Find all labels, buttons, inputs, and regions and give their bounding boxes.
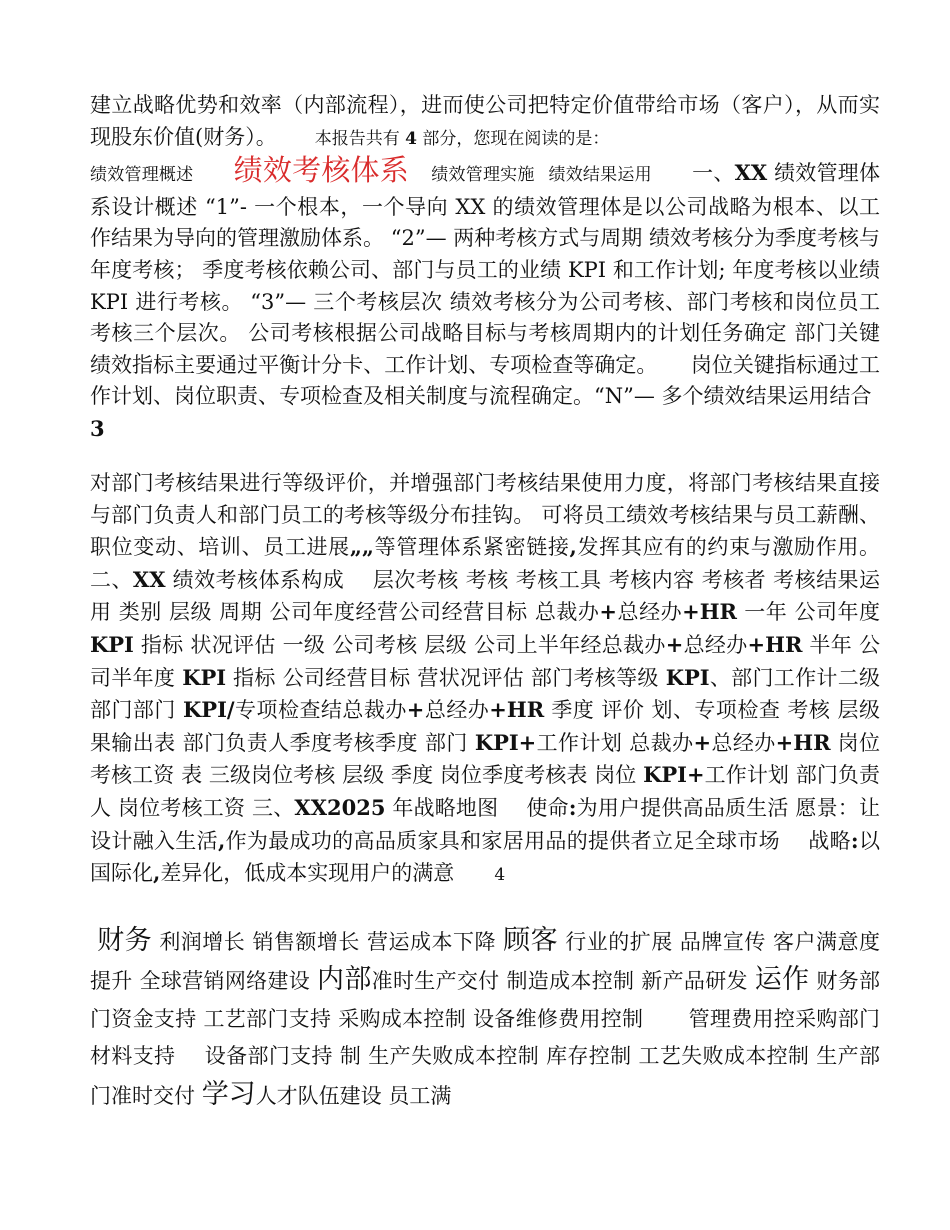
heading-finance: 财务 [97,925,153,956]
paragraph-assessment-system: 对部门考核结果进行等级评价，并增强部门考核结果使用力度，将部门考核结果直接与部门负责人和部门员工的考核等级分布挂钩。 可将员工绩效考核结果与员工薪酬、职位变动、培训、员工进展„„等管理体系紧密链接,发挥其应有的约束与激励作用。 二、XX 绩效考核体系构成 层次考核 考核 考核工具 考核内容 考核者 考核结果运用 类别 层级 周期 公司年度经营公司经营目标 总裁办+总经办+HR 一年 公司年度 KPI 指标 状况评估 一级 公司考核 层级 公司上半年经总裁办+总经办+HR 半年 公司半年度 KPI 指标 公司经营目标 营状况评估 部门考核等级 KPI、部门工作计二级 部门部门 KPI/专项检查结总裁办+总经办+HR 季度 评价 划、专项检查 考核 层级 果输出表 部门负责人季度考核季度 部门 KPI+工作计划 总裁办+总经办+HR 岗位考核工资 表 三级岗位考核 层级 季度 岗位季度考核表 岗位 KPI+工作计划 部门负责人 岗位考核工资 三、XX2025 年战略地图 使命:为用户提供高品质生活 愿景：让设计融入生活,作为最成功的高品质家具和家居用品的提供者立足全球市场 战略:以国际化,差异化，低成本实现用户的满意 4 [90,471,881,886]
page-number: 3 [90,415,105,441]
paragraph-strategy-intro [90,90,880,446]
report-parts-note: 本报告共有 4 部分，您现在阅读的是： [314,128,610,149]
nav-item-overview: 绩效管理概述 [90,165,194,186]
heading-operations: 运作 [754,964,810,996]
paragraph-strategy-map: 财务 利润增长 销售额增长 营运成本下降 顾客 行业的扩展 品牌宣传 客户满意度提升 全球营销网络建设 内部准时生产交付 制造成本控制 新产品研发 运作 财务部门资金支持 工艺部门支持 采购成本控制 设备维修费用控制 管理费用控采购部门材料支持 设备部门支持 制 生产失败成本控制 库存控制 工艺失败成本控制 生产部门准时交付 学习人才队伍建设 员工满 [90,925,881,1110]
heading-learning: 学习 [201,1078,256,1110]
text-run: 建立战略优势和效率（内部流程），进而使公司把特定价值带给市场（客户），从而实现股东价值(财务）。 [90,93,880,149]
heading-internal: 内部 [317,964,372,996]
page-number: 4 [494,865,506,886]
nav-item-current-section: 绩效考核体系 [233,153,410,188]
heading-customer: 顾客 [503,925,559,956]
section-1-body-cont: 岗位关键指标通过工作计划、岗位职责、专项检查及相关制度与流程确定。“N”— 多个绩效结果运用结合 [90,352,880,409]
section-number: 一、 [691,161,735,186]
section-1-body: 绩效管理体系设计概述 “1”- 一个根本，一个导向 XX 的绩效管理体是以公司战略为根本、以工作结果为导向的管理激励体系。 “2”— 两种考核方式与周期 绩效考核分为季度考核与年度考核； 季度考核依赖公司、部门与员工的业绩 KPI 和工作计划; 年度考核以业绩 KPI 进行考核。 “3”— 三个考核层次 绩效考核分为公司考核、部门考核和岗位员工考核三个层次。 公司考核根据公司战略目标与考核周期内的计划任务确定 部门关键绩效指标主要通过平衡计分卡、工作计划、专项检查等确定。 [90,161,880,377]
nav-item-results-use: 绩效结果运用 [548,165,652,186]
company-code: XX [734,160,768,186]
nav-item-implementation: 绩效管理实施 [431,165,535,186]
